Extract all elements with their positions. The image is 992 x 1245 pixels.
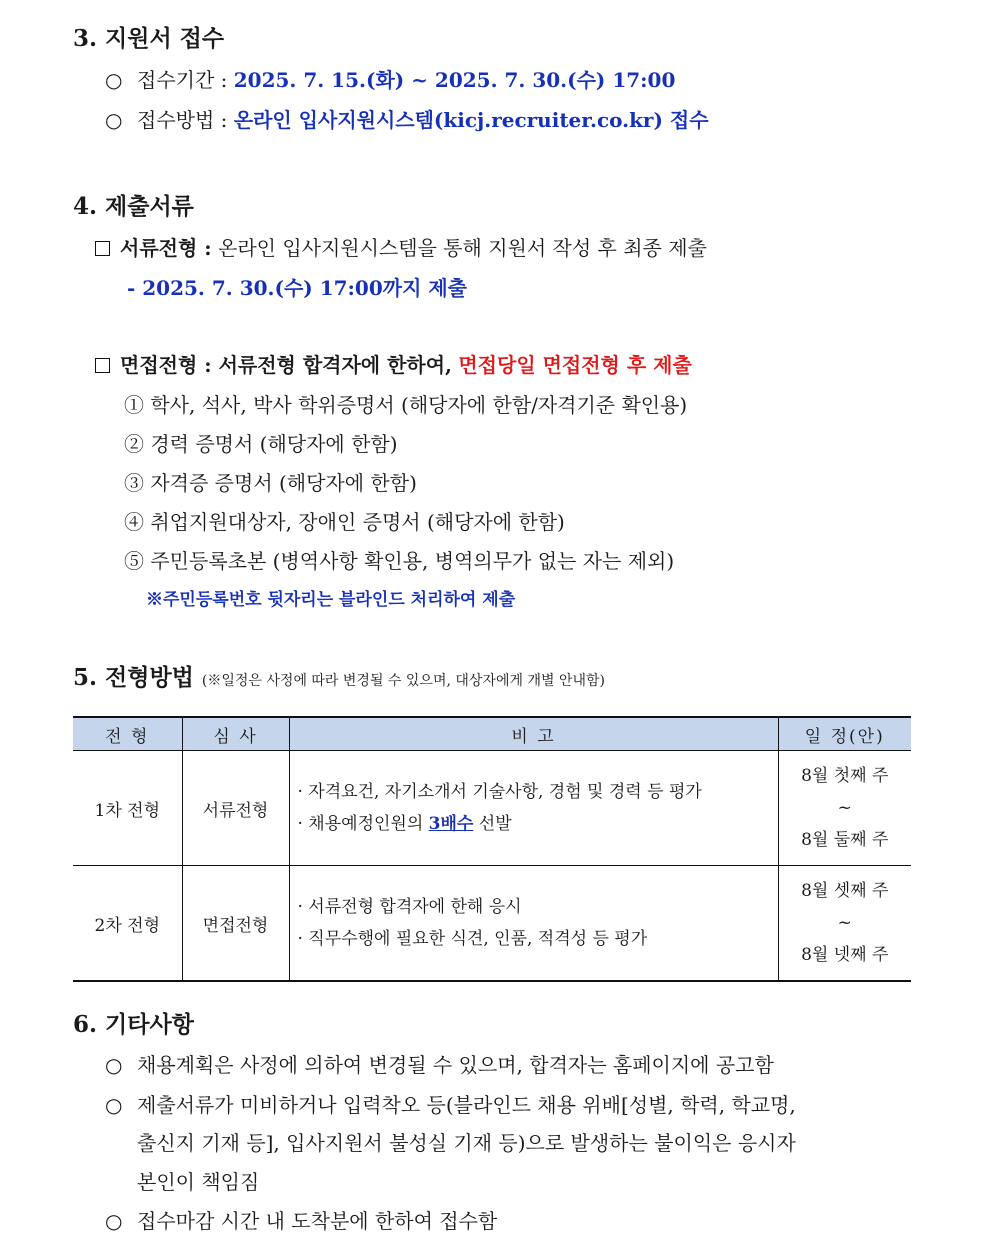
list-item: ④ 취업지원대상자, 장애인 증명서 (해당자에 한함): [124, 510, 565, 534]
list-item: ② 경력 증명서 (해당자에 한함): [124, 432, 398, 456]
etc-text: 제출서류가 미비하거나 입력착오 등(블라인드 채용 위배[성별, 학력, 학교명,: [137, 1093, 796, 1117]
etc-item-2: [105, 1089, 796, 1118]
header-remark: 비 고: [289, 717, 778, 751]
header-stage: 전 형: [73, 717, 182, 751]
selection-schedule-table: [73, 716, 911, 982]
doc-screening-row: [95, 232, 707, 261]
highlight-multiplier: 3배수: [428, 814, 474, 834]
table-row: [73, 751, 911, 866]
list-item: ⑤ 주민등록초본 (병역사항 확인용, 병역의무가 없는 자는 제외): [124, 549, 675, 573]
list-item: ③ 자격증 증명서 (해당자에 한함): [124, 471, 417, 495]
interview-label: 면접전형 : 서류전형 합격자에 한하여,: [120, 353, 452, 377]
date-sep: ~: [837, 913, 852, 933]
remark-text: 선발: [478, 814, 512, 834]
schedule-cell: [778, 866, 911, 982]
stage-cell: 2차 전형: [73, 866, 182, 982]
date-sep: ~: [837, 798, 852, 818]
table-header-row: [73, 717, 911, 751]
circle-bullet-icon: ○: [105, 1209, 123, 1233]
remark-line: · 자격요건, 자기소개서 기술사항, 경험 및 경력 등 평가: [297, 782, 702, 802]
resident-number-note: ※주민등록번호 뒷자리는 블라인드 처리하여 제출: [146, 590, 516, 610]
review-cell: 면접전형: [182, 866, 289, 982]
section-6-title: 6. 기타사항: [73, 1011, 194, 1038]
section-4-title: 4. 제출서류: [73, 193, 194, 220]
circle-bullet-icon: ○: [105, 68, 123, 92]
table-row: [73, 866, 911, 982]
doc-deadline: - 2025. 7. 30.(수) 17:00까지 제출: [127, 276, 467, 300]
section-5-subtitle: (※일정은 사정에 따라 변경될 수 있으며, 대상자에게 개별 안내함): [201, 673, 605, 689]
method-label: 접수방법 :: [137, 108, 228, 132]
schedule-cell: [778, 751, 911, 866]
checkbox-square-icon: [95, 358, 110, 373]
circle-bullet-icon: ○: [105, 1053, 123, 1077]
method-row: [105, 104, 709, 133]
interview-submit-note: 면접당일 면접전형 후 제출: [458, 353, 692, 377]
stage-cell: 1차 전형: [73, 751, 182, 866]
section-3-title: 3. 지원서 접수: [73, 25, 225, 52]
remark-line: · 서류전형 합격자에 한해 응시: [297, 897, 522, 917]
etc-text: 채용계획은 사정에 의하여 변경될 수 있으며, 합격자는 홈페이지에 공고함: [137, 1053, 774, 1077]
period-value: 2025. 7. 15.(화) ~ 2025. 7. 30.(수) 17:00: [233, 68, 676, 92]
etc-text: 출신지 기재 등], 입사지원서 불성실 기재 등)으로 발생하는 불이익은 응시자: [137, 1131, 796, 1155]
method-value: 온라인 입사지원시스템(kicj.recruiter.co.kr) 접수: [233, 108, 709, 132]
header-schedule: 일 정(안): [778, 717, 911, 751]
checkbox-square-icon: [95, 241, 110, 256]
list-item: ① 학사, 석사, 박사 학위증명서 (해당자에 한함/자격기준 확인용): [124, 393, 688, 417]
review-cell: 서류전형: [182, 751, 289, 866]
date-to: 8월 넷째 주: [801, 945, 889, 965]
date-from: 8월 셋째 주: [801, 881, 889, 901]
period-row: [105, 64, 675, 93]
remark-line: · 직무수행에 필요한 식견, 인품, 적격성 등 평가: [297, 929, 648, 949]
remark-cell: [289, 866, 778, 982]
date-to: 8월 둘째 주: [801, 830, 889, 850]
etc-text: 본인이 책임짐: [137, 1170, 260, 1194]
remark-line: [298, 808, 777, 840]
header-review: 심 사: [182, 717, 289, 751]
doc-screening-label: 서류전형 :: [120, 236, 212, 260]
etc-text: 접수마감 시간 내 도착분에 한하여 접수함: [137, 1209, 498, 1233]
date-from: 8월 첫째 주: [801, 766, 889, 786]
etc-item-1: [105, 1049, 774, 1078]
circle-bullet-icon: ○: [105, 1093, 123, 1117]
doc-screening-text: 온라인 입사지원시스템을 통해 지원서 작성 후 최종 제출: [218, 236, 707, 260]
remark-cell: [289, 751, 778, 866]
circle-bullet-icon: ○: [105, 108, 123, 132]
interview-row: [95, 349, 692, 378]
period-label: 접수기간 :: [137, 68, 228, 92]
section-5-title: 5. 전형방법: [73, 664, 194, 691]
remark-text: · 채용예정인원의: [297, 814, 424, 834]
etc-item-3: [105, 1205, 497, 1234]
section-5-title-row: [73, 659, 605, 692]
